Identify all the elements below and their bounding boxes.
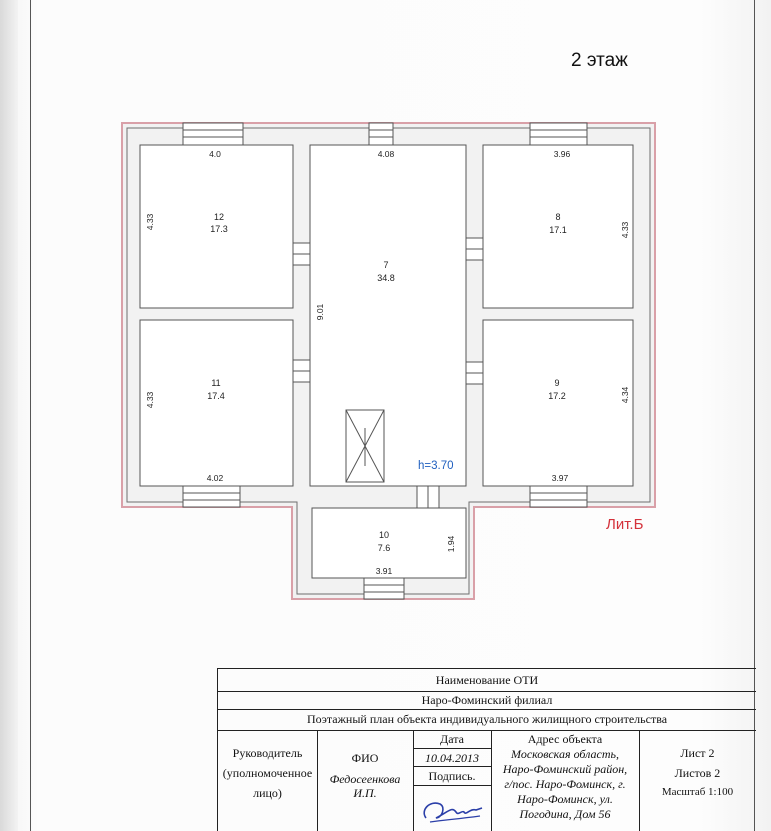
room-11 (140, 320, 293, 486)
dim-room12-height: 4.33 (145, 213, 155, 231)
dim-room7-width: 4.08 (377, 149, 395, 159)
window-bottom-right (530, 486, 587, 507)
address-line4: Наро-Фоминск, ул. (517, 792, 613, 806)
lit-label: Лит.Б (606, 516, 644, 533)
dim-room9-height: 4.34 (620, 386, 630, 404)
room-10-number: 10 (378, 530, 390, 540)
dim-room10-height: 1.94 (446, 535, 456, 553)
date-row-line-3 (413, 785, 491, 786)
signature-image (418, 788, 486, 828)
room-8-number: 8 (555, 212, 561, 222)
room-8-area: 17.1 (549, 225, 567, 235)
sheet-count: Листов 2 (674, 766, 721, 780)
head-label (218, 743, 317, 803)
window-top-right (530, 123, 587, 145)
date-value: 10.04.2013 (425, 751, 479, 765)
dim-room7-height: 9.01 (315, 303, 325, 321)
room-12-number: 12 (213, 212, 225, 222)
head-label-line2: (уполномоченное (222, 766, 313, 780)
door-7-10 (417, 486, 439, 508)
dim-room8-height: 4.33 (620, 221, 630, 239)
address-line1: Московская область, (511, 747, 619, 761)
dim-room11-height: 4.33 (145, 391, 155, 409)
address-label: Адрес объекта (527, 732, 603, 746)
oti-name-label: Наименование ОТИ (218, 669, 756, 692)
head-label-line1: Руководитель (232, 746, 303, 760)
door-8-7 (466, 238, 483, 260)
dim-room11-width: 4.02 (206, 473, 224, 483)
branch-name: Наро-Фоминский филиал (218, 691, 756, 710)
window-room10 (364, 578, 404, 599)
floor-label: 2 этаж (571, 50, 628, 71)
dim-room12-width: 4.0 (209, 149, 221, 159)
fio-value (317, 772, 413, 800)
fio-value-line1: Федосеенкова (329, 772, 401, 786)
room-7 (310, 145, 466, 486)
room-11-area: 17.4 (207, 391, 225, 401)
ceiling-height-label: h=3.70 (418, 460, 454, 472)
address-block (491, 732, 639, 822)
address-line3: г/пос. Наро-Фоминск, г. (504, 777, 626, 791)
door-12-7 (293, 243, 310, 265)
address-line2: Наро-Фоминский район, (502, 762, 628, 776)
dim-room9-width: 3.97 (551, 473, 569, 483)
date-row-line-1 (413, 748, 491, 749)
room-9-number: 9 (554, 378, 560, 388)
window-top-mid (369, 123, 393, 145)
room-11-number: 11 (211, 378, 221, 388)
room-12-area: 17.3 (210, 224, 228, 234)
room-10-area: 7.6 (377, 543, 391, 553)
room-9-area: 17.2 (548, 391, 566, 401)
fio-value-line2: И.П. (353, 786, 377, 800)
scale: Масштаб 1:100 (661, 786, 734, 798)
room-7-area: 34.8 (377, 273, 395, 283)
title-block (217, 668, 756, 831)
window-bottom-left (183, 486, 240, 507)
date-label: Дата (440, 732, 464, 746)
date-row-line-2 (413, 766, 491, 767)
fio-label: ФИО (351, 751, 379, 765)
sheet-number: Лист 2 (680, 746, 715, 760)
dim-room10-width: 3.91 (375, 566, 393, 576)
room-7-number: 7 (383, 260, 389, 270)
door-11-7 (293, 360, 310, 382)
plan-title: Поэтажный план объекта индивидуального жилищного строительства (218, 709, 756, 731)
head-label-line3: лицо) (253, 786, 282, 800)
window-top-left (183, 123, 243, 145)
door-9-7 (466, 362, 483, 384)
dim-room8-width: 3.96 (553, 149, 571, 159)
address-line5: Погодина, Дом 56 (519, 807, 611, 821)
room-9 (483, 320, 633, 486)
signature-label: Подпись. (428, 769, 476, 783)
